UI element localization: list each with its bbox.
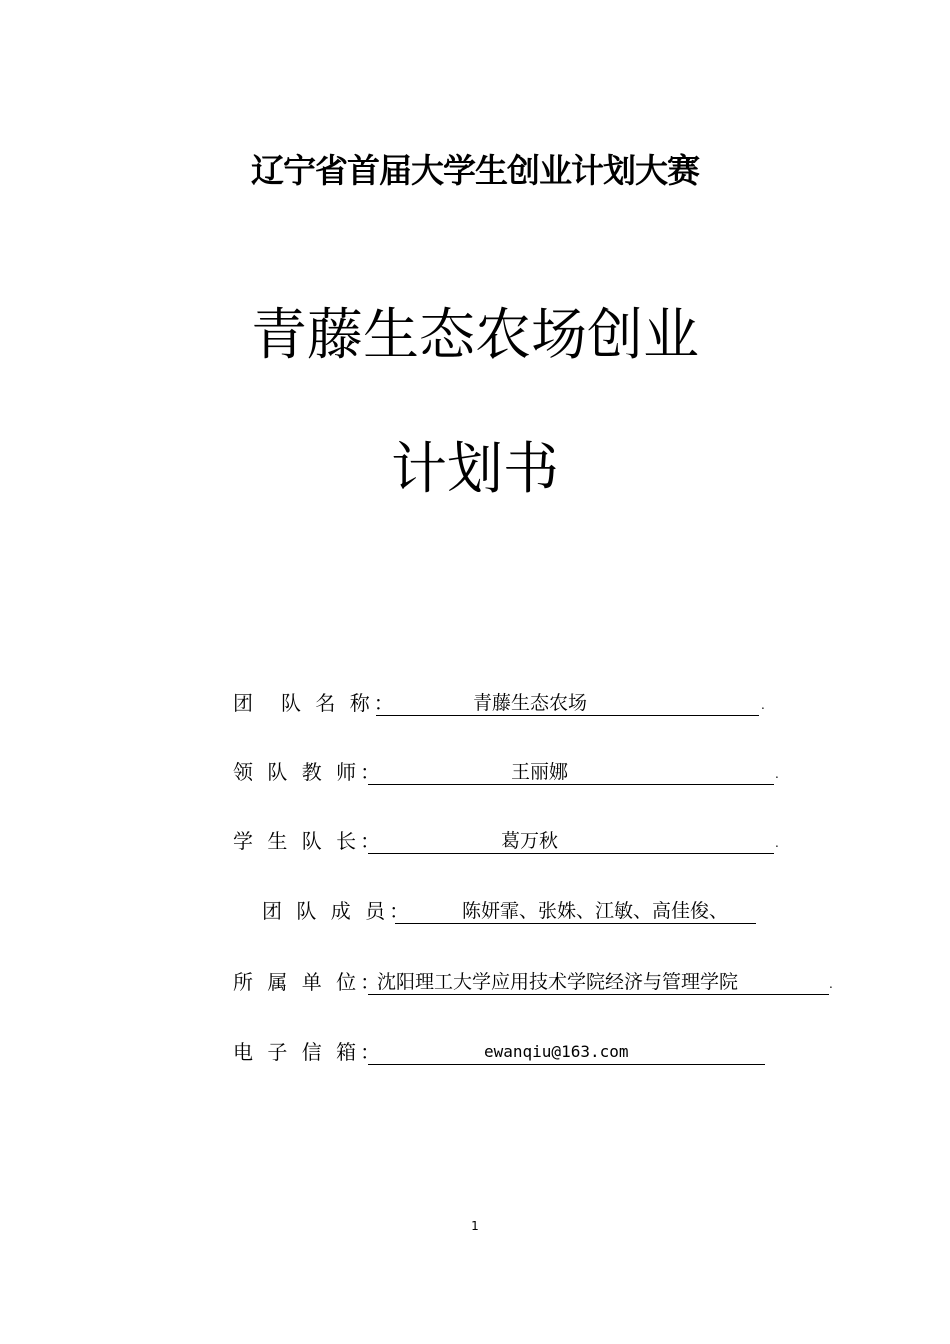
advisor-field: [233, 757, 793, 787]
team-name-end-mark: .: [761, 698, 765, 712]
advisor-end-mark: .: [775, 767, 779, 781]
affiliation-field: [233, 967, 833, 997]
affiliation-label: 所 属 单 位：: [233, 970, 385, 994]
advisor-value: 王丽娜: [511, 761, 569, 783]
advisor-label: 领 队 教 师：: [233, 760, 385, 784]
document-title-line-1: 青藤生态农场创业: [251, 303, 699, 368]
members-value: 陈妍霏、张姝、江敏、高佳俊、: [462, 900, 729, 922]
captain-value: 葛万秋: [501, 830, 559, 852]
advisor-underline: [368, 757, 774, 785]
captain-end-mark: .: [775, 836, 779, 850]
members-field: [262, 896, 782, 926]
email-value: ewanqiu@163.com: [484, 1042, 629, 1061]
document-title-line-2: 计划书: [391, 437, 559, 502]
captain-field: [233, 826, 793, 856]
team-name-value: 青藤生态农场: [473, 692, 588, 714]
members-label: 团 队 成 员：: [262, 899, 414, 923]
page-number: 1: [471, 1219, 479, 1233]
email-field: [233, 1037, 793, 1067]
team-name-label: 团 队 名 称：: [233, 691, 398, 715]
email-label: 电 子 信 箱：: [233, 1040, 385, 1064]
captain-label: 学 生 队 长：: [233, 829, 385, 853]
team-name-field: [233, 688, 773, 718]
affiliation-end-mark: .: [829, 977, 833, 991]
affiliation-value: 沈阳理工大学应用技术学院经济与管理学院: [377, 971, 739, 993]
competition-title: 辽宁省首届大学生创业计划大赛: [251, 151, 699, 190]
captain-underline: [368, 826, 774, 854]
